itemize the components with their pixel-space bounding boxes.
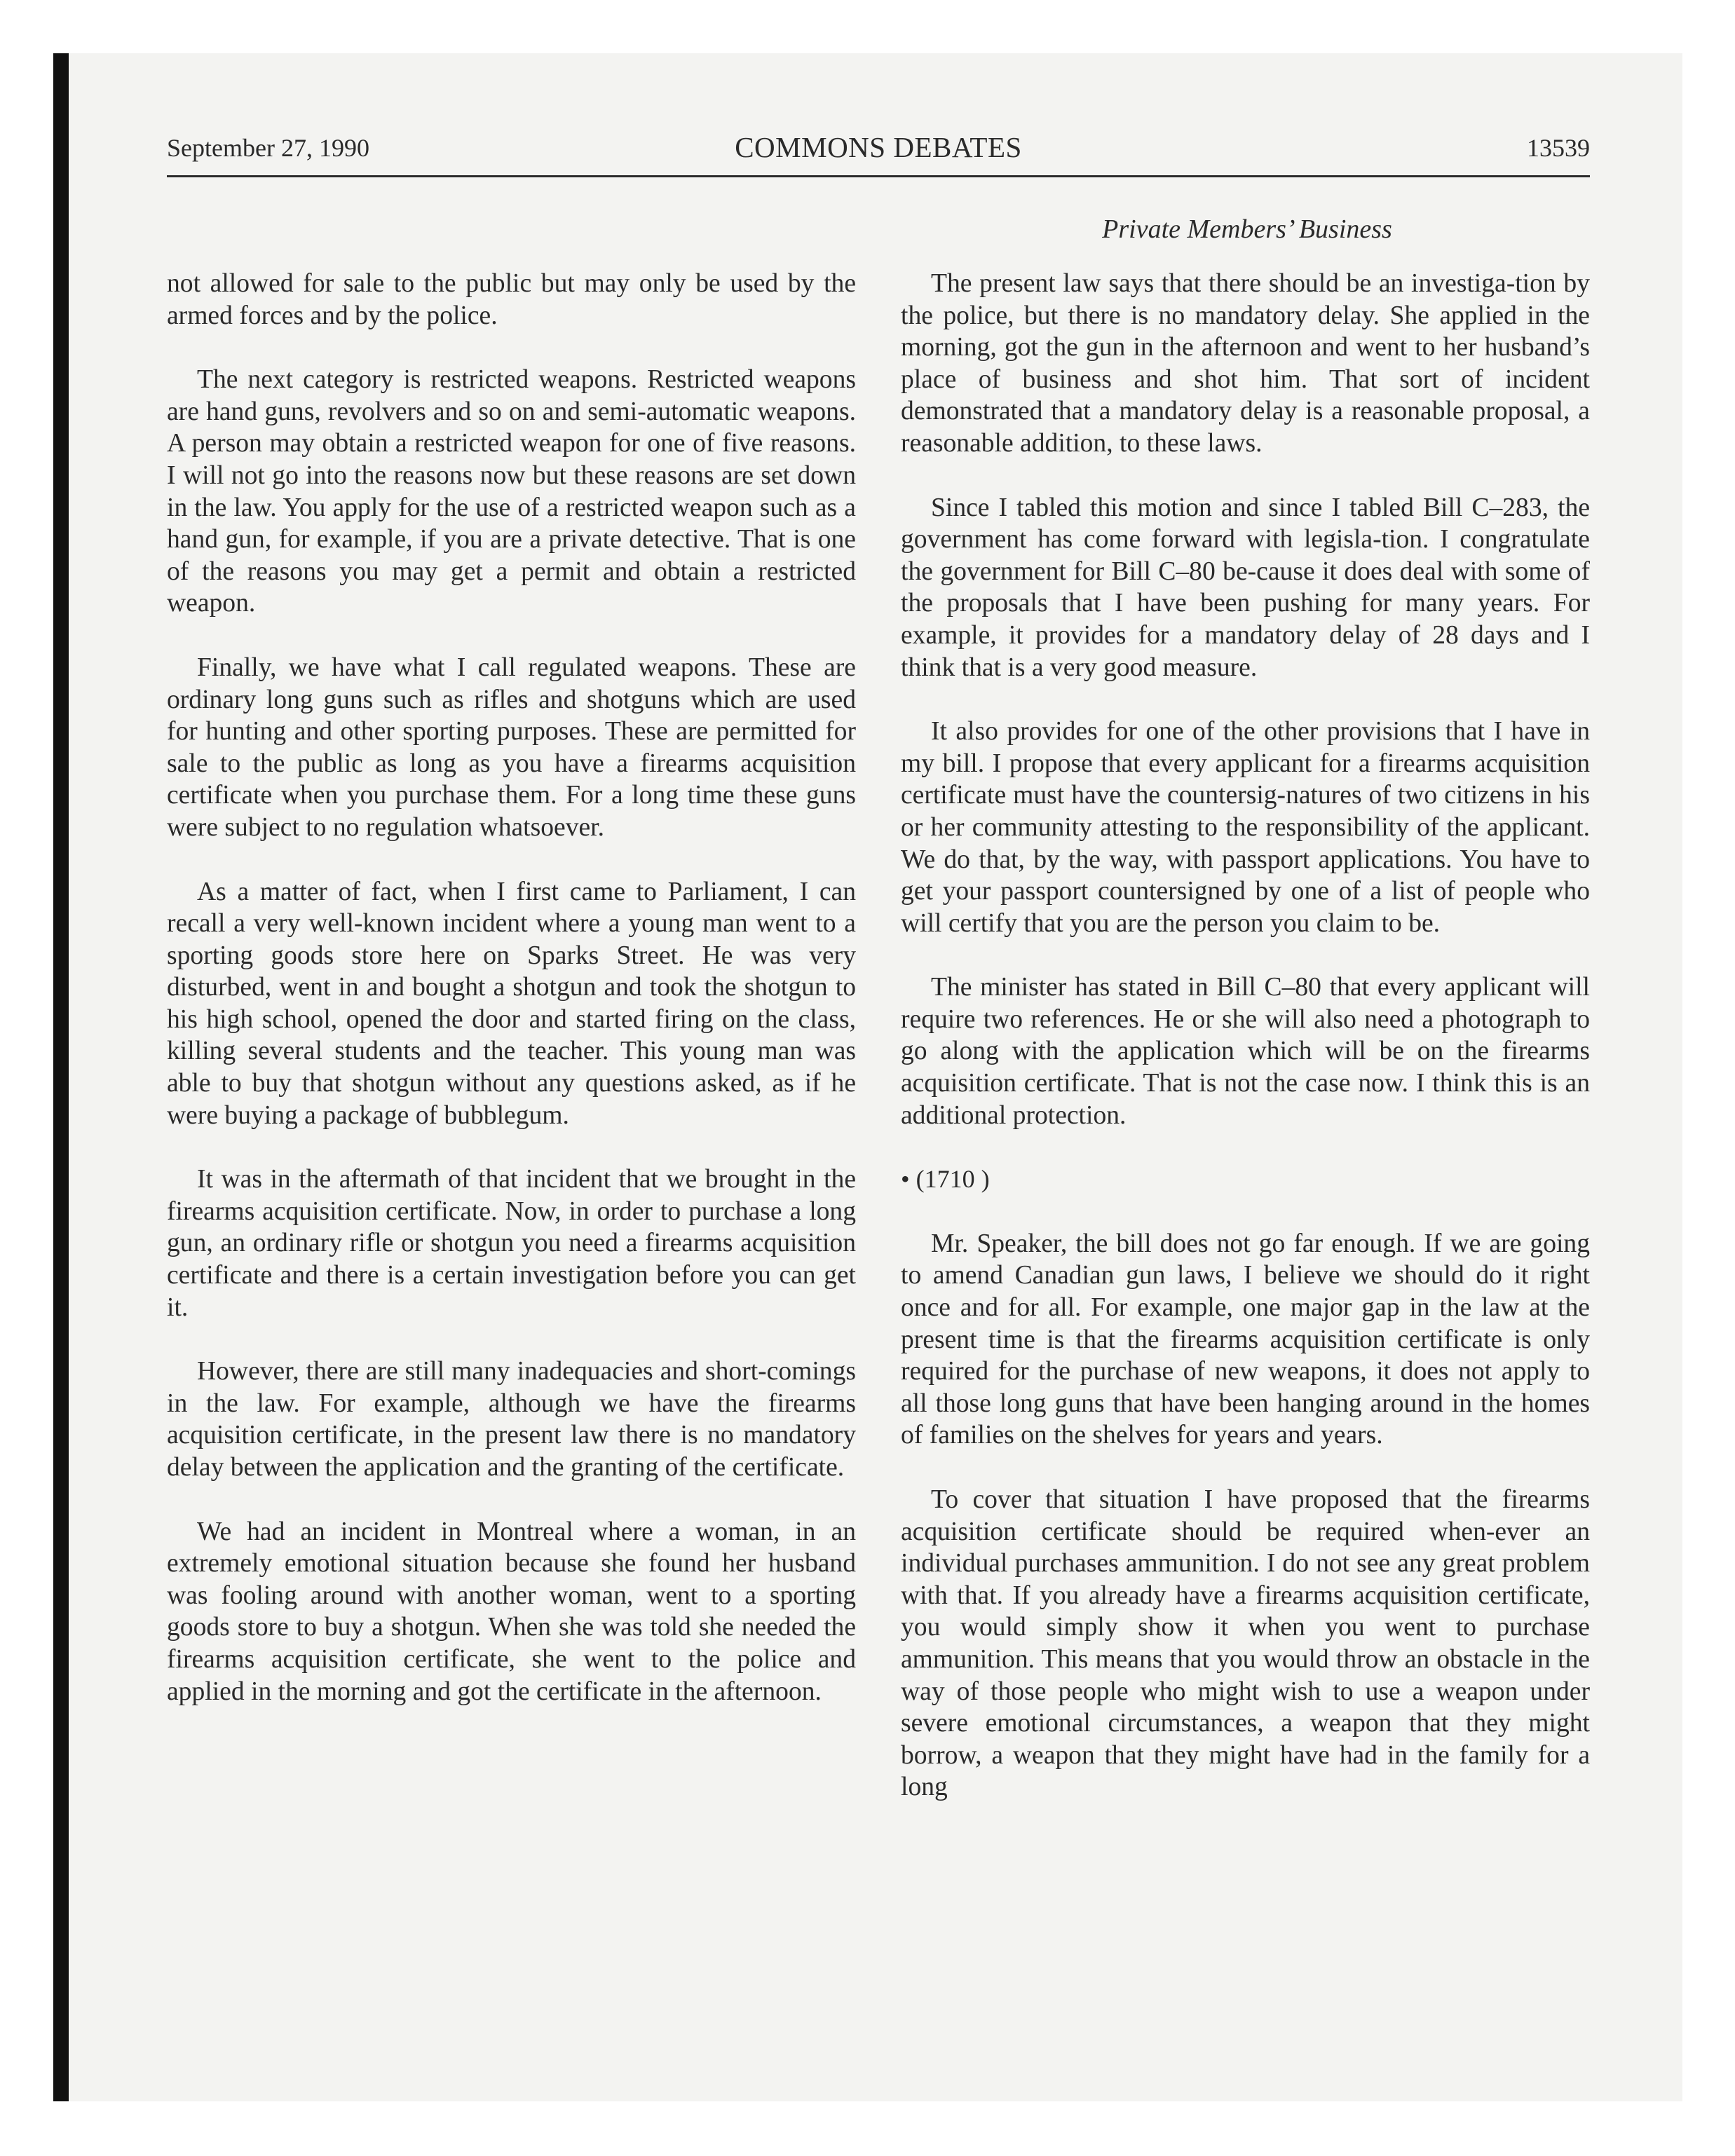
paragraph: However, there are still many inadequacies and short‑comings in the law. For example, although we have the firearms acquisition certificate, in the present law there is no mandatory delay between the application and the granting of the certificate. xyxy=(167,1357,856,1482)
right-column xyxy=(901,268,1590,1803)
paragraph: Mr. Speaker, the bill does not go far enough. If we are going to amend Canadian gun laws, I believe we should do it right once and for all. For example, one major gap in the law at the present time is that the firearms acquisition certificate is only required for the purchase of new weapons, it does not apply to all those long guns that have been hanging around in the homes of families on the shelves for years and years. xyxy=(901,1229,1590,1450)
header-page-number: 13539 xyxy=(1527,134,1590,162)
scan-edge-bar xyxy=(53,53,69,2101)
paragraph: Since I tabled this motion and since I tabled Bill C–283, the government has come forward with legisla‑tion. I congratulate the government for Bill C–80 be‑cause it does deal with some of the proposals that I have been pushing for many years. For example, it provides for a mandatory delay of 28 days and I think that is a very good measure. xyxy=(901,493,1590,682)
paragraph: not allowed for sale to the public but may only be used by the armed forces and by the police. xyxy=(167,269,856,330)
paragraph: The present law says that there should be an investiga‑tion by the police, but there is no mandatory delay. She applied in the morning, got the gun in the afternoon and went to her husband’s place of business and shot him. That sort of incident demonstrated that a mandatory delay is a reasonable proposal, a reasonable addition, to these laws. xyxy=(901,269,1590,458)
time-marker: • (1710 ) xyxy=(901,1165,990,1194)
left-column xyxy=(167,268,856,1707)
paragraph: The next category is restricted weapons. Restricted weapons are hand guns, revolvers and so on and semi‑automatic weapons. A person may obtain a restricted weapon for one of five reasons. I will not go into the reasons now but these reasons are set down in the law. You apply for the use of a restricted weapon such as a hand gun, for example, if you are a private detective. That is one of the reasons you may get a permit and obtain a restricted weapon. xyxy=(167,365,856,618)
paragraph: We had an incident in Montreal where a woman, in an extremely emotional situation because she found her husband was fooling around with another woman, went to a sporting goods store to buy a shotgun. When she was told she needed the firearms acquisition certificate, she went to the police and applied in the morning and got the certificate in the afternoon. xyxy=(167,1517,856,1706)
paragraph: Finally, we have what I call regulated weapons. These are ordinary long guns such as rifles and shotguns which are used for hunting and other sporting purposes. These are permitted for sale to the public as long as you have a firearms acquisition certificate when you purchase them. For a long time these guns were subject to no regulation whatsoever. xyxy=(167,653,856,842)
paragraph: It also provides for one of the other provisions that I have in my bill. I propose that every applicant for a firearms acquisition certificate must have the countersig‑natures of two citizens in his or her community attesting to the responsibility of the applicant. We do that, by the way, with passport applications. You have to get your passport countersigned by one of a list of people who will certify that you are the person you claim to be. xyxy=(901,717,1590,938)
section-title: Private Members’ Business xyxy=(1102,214,1392,244)
header-date: September 27, 1990 xyxy=(167,134,369,162)
header-title: COMMONS DEBATES xyxy=(735,131,1022,163)
paragraph: The minister has stated in Bill C–80 that every applicant will require two references. He or she will also need a photograph to go along with the application which will be on the firearms acquisition certificate. That is not the case now. I think this is an additional protection. xyxy=(901,973,1590,1130)
page-header xyxy=(167,133,1590,177)
paragraph: It was in the aftermath of that incident that we brought in the firearms acquisition certificate. Now, in order to purchase a long gun, an ordinary rifle or shotgun you need a firearms acquisition certificate and there is a certain investigation before you can get it. xyxy=(167,1165,856,1322)
paragraph: As a matter of fact, when I first came to Parliament, I can recall a very well‑known incident where a young man went to a sporting goods store here on Sparks Street. He was very disturbed, went in and bought a shotgun and took the shotgun to his high school, opened the door and started firing on the class, killing several students and the teacher. This young man was able to buy that shotgun without any questions asked, as if he were buying a package of bubblegum. xyxy=(167,877,856,1130)
paragraph: To cover that situation I have proposed that the firearms acquisition certificate should be required when‑ever an individual purchases ammunition. I do not see any great problem with that. If you already have a firearms acquisition certificate, you would simply show it when you went to purchase ammunition. This means that you would throw an obstacle in the way of those people who might wish to use a weapon under severe emotional circumstances, a weapon that they might borrow, a weapon that they might have had in the family for a long xyxy=(901,1485,1590,1802)
